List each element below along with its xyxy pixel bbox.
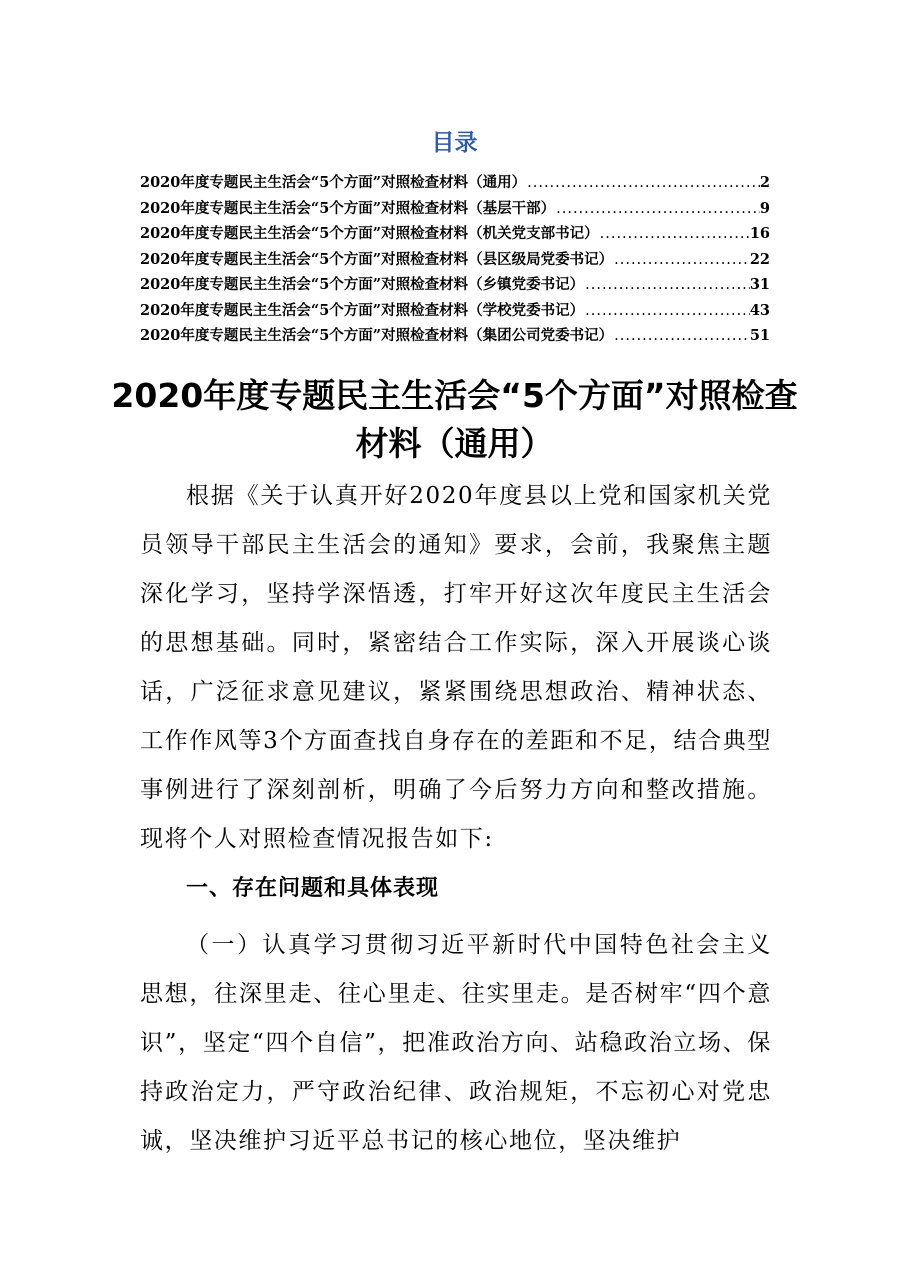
toc-entry[interactable] [140, 323, 770, 349]
toc-entry-page: 51 [749, 327, 770, 344]
toc-entry-page: 2 [759, 174, 770, 191]
toc-leader-dots [599, 222, 750, 248]
toc-leader-dots [555, 197, 760, 223]
toc-entry-text: 2020年度专题民主生活会“5个方面”对照检查材料（乡镇党委书记） [140, 276, 585, 293]
toc-entry-text: 2020年度专题民主生活会“5个方面”对照检查材料（县区级局党委书记） [140, 250, 614, 268]
toc-entry[interactable] [140, 170, 770, 196]
toc-entry-text: 2020年度专题民主生活会“5个方面”对照检查材料（通用） [140, 174, 527, 191]
toc-entry-text: 2020年度专题民主生活会“5个方面”对照检查材料（机关党支部书记） [140, 225, 599, 242]
toc-entry-text: 2020年度专题民主生活会“5个方面”对照检查材料（学校党委书记） [140, 301, 585, 319]
section-heading: 一、存在问题和具体表现 [186, 876, 440, 901]
toc-entry[interactable] [140, 221, 770, 247]
toc-leader-dots [584, 299, 750, 325]
toc-entry-text: 2020年度专题民主生活会“5个方面”对照检查材料（基层干部） [140, 199, 556, 217]
toc-entry[interactable] [140, 247, 770, 273]
toc-entry-page: 31 [749, 276, 770, 293]
toc-entry-page: 43 [749, 301, 770, 319]
toc-entry-page: 16 [749, 225, 770, 242]
toc-entry-text: 2020年度专题民主生活会“5个方面”对照检查材料（集团公司党委书记） [140, 327, 614, 344]
toc-entry-page: 9 [759, 199, 770, 217]
intro-paragraph: 根据《关于认真开好2020年度县以上党和国家机关党员领导干部民主生活会的通知》要求，会前，我聚焦主题深化学习，坚持学深悟透，打牢开好这次年度民主生活会的思想基础。同时，紧密结合工作实际，深入开展谈心谈话，广泛征求意见建议，紧紧围绕思想政治、精神状态、工作作风等3个方面查找自身存在的差距和不足，结合典型事例进行了深刻剖析，明确了今后努力方向和整改措施。现将个人对照检查情况报告如下: [140, 483, 772, 852]
toc-leader-dots [613, 248, 750, 274]
toc-leader-dots [526, 171, 760, 197]
toc-entry[interactable] [140, 196, 770, 222]
toc-entry[interactable] [140, 272, 770, 298]
table-of-contents [140, 170, 770, 349]
document-title: 2020年度专题民主生活会“5个方面”对照检查材料（通用） [111, 376, 798, 463]
toc-title: 目录 [431, 130, 478, 156]
toc-entry-page: 22 [749, 250, 770, 268]
toc-leader-dots [613, 324, 750, 350]
toc-leader-dots [584, 273, 750, 299]
section-paragraph: （一）认真学习贯彻习近平新时代中国特色社会主义思想，往深里走、往心里走、往实里走。是否树牢“四个意识”，坚定“四个自信”，把准政治方向、站稳政治立场、保持政治定力，严守政治纪律、政治规矩，不忘初心对党忠诚，坚决维护习近平总书记的核心地位，坚决维护 [140, 932, 772, 1154]
toc-entry[interactable] [140, 298, 770, 324]
